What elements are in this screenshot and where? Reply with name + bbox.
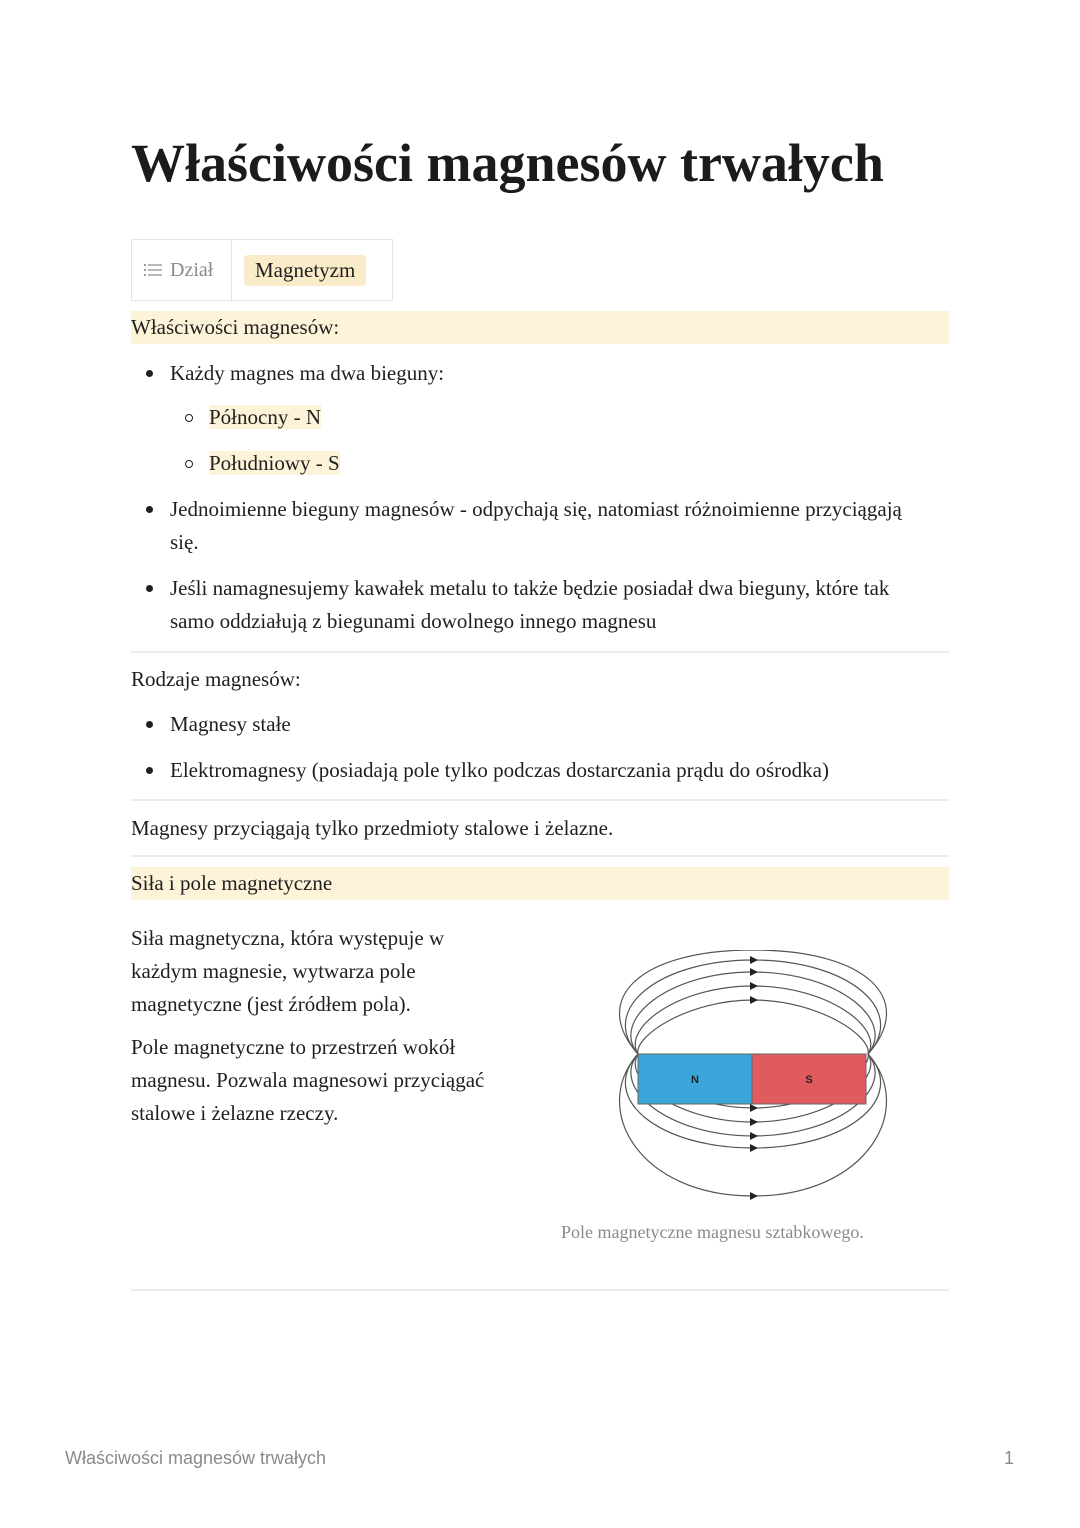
field-paragraph-line: Pole magnetyczne to przestrzeń wokół	[131, 1035, 456, 1059]
divider	[131, 799, 949, 801]
bullet-two-poles: Każdy magnes ma dwa bieguny:	[170, 361, 445, 385]
sub-bullet-south: Południowy - S	[209, 451, 340, 475]
sub-bullet-circle	[185, 460, 193, 468]
figure-caption: Pole magnetyczne magnesu sztabkowego.	[561, 1222, 864, 1242]
heading-properties: Właściwości magnesów:	[131, 311, 949, 344]
bullet-dot	[146, 506, 153, 513]
bullet-dot	[146, 721, 153, 728]
bullet-dot	[146, 767, 153, 774]
property-value[interactable]	[232, 240, 392, 300]
sub-bullet-circle	[185, 414, 193, 422]
field-paragraph-line: stalowe i żelazne rzeczy.	[131, 1101, 339, 1125]
tag-magnetyzm[interactable]: Magnetyzm	[244, 255, 366, 286]
force-paragraph-line: każdym magnesie, wytwarza pole	[131, 959, 416, 983]
divider	[131, 651, 949, 653]
bullet-like-poles: Jednoimienne bieguny magnesów - odpychają się, natomiast różnoimienne przyciągają	[170, 497, 902, 521]
bullet-magnetize-cont: samo oddziałują z biegunami dowolnego innego magnesu	[170, 609, 657, 633]
bullet-dot	[146, 370, 153, 377]
footer-title: Właściwości magnesów trwałych	[65, 1448, 327, 1468]
page-number: 1	[1003, 1448, 1014, 1468]
magnet-field-diagram	[598, 950, 908, 1210]
bullet-dot	[146, 585, 153, 592]
bullet-electromagnets: Elektromagnesy (posiadają pole tylko podczas dostarczania prądu do ośrodka)	[170, 758, 829, 782]
divider	[131, 1289, 949, 1291]
sub-bullet-north: Północny - N	[209, 405, 321, 429]
page-title: Właściwości magnesów trwałych	[131, 133, 884, 193]
south-label: S	[805, 1074, 813, 1086]
property-row	[131, 239, 393, 301]
heading-types: Rodzaje magnesów:	[131, 667, 301, 691]
north-label: N	[691, 1074, 699, 1086]
force-paragraph-line: Siła magnetyczna, która występuje w	[131, 926, 445, 950]
bullet-like-poles-cont: się.	[170, 530, 199, 554]
property-name[interactable]	[132, 240, 232, 300]
heading-force: Siła i pole magnetyczne	[131, 867, 949, 900]
property-name-label: Dział	[170, 258, 214, 281]
list-icon	[144, 263, 162, 277]
bullet-permanent: Magnesy stałe	[170, 712, 291, 736]
field-paragraph-line: magnesu. Pozwala magnesowi przyciągać	[131, 1068, 485, 1092]
bar-magnet-illustration	[598, 950, 908, 1205]
bullet-magnetize: Jeśli namagnesujemy kawałek metalu to także będzie posiadał dwa bieguny, które tak	[170, 576, 890, 600]
force-paragraph-line: magnetyczne (jest źródłem pola).	[131, 992, 411, 1016]
divider	[131, 855, 949, 857]
attract-note: Magnesy przyciągają tylko przedmioty stalowe i żelazne.	[131, 816, 614, 840]
